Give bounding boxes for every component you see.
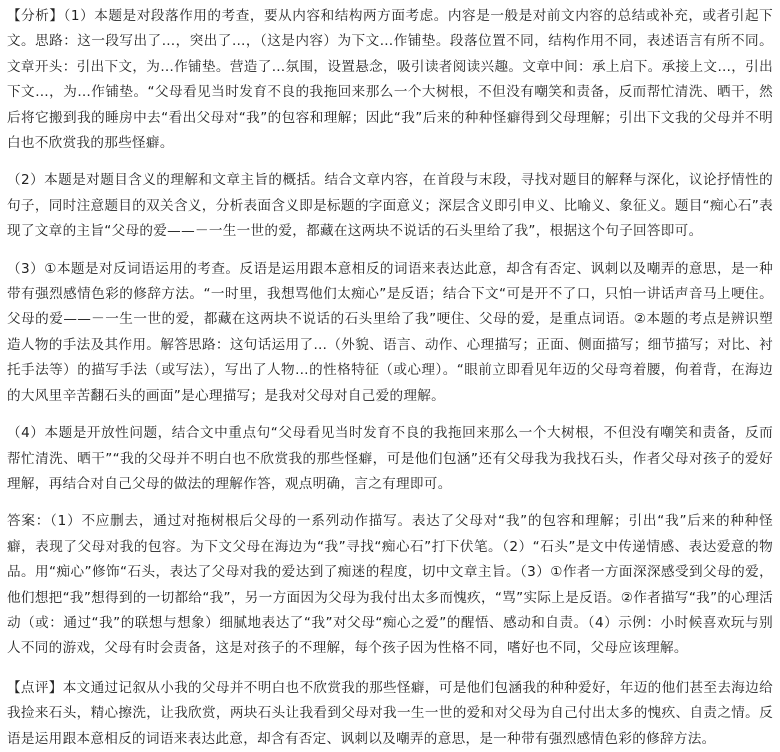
- answer-paragraph: 答案：（1）不应删去，通过对拖树根后父母的一系列动作描写。表达了父母对“我”的包容和理解；引出“我”后来的种种怪癖，表现了父母对我的包容。为下文父母在海边为“我”寻找“痴心石”打下伏笔。（2）“石头”是文中传递情感、表达爱意的物品。用“痴心”修饰“石头，表达了父母对我的爱达到了痴迷的程度，切中文章主旨。（3）①作者一方面深深感受到父母的爱，他们想把“我”想得到的一切都给“我”，另一方面因为父母为我付出太多而愧疚，“骂”实际上是反语。②作者描写“我”的心理活动（或：通过“我”的联想与想象）细腻地表达了“我”对父母“痴心之爱”的醒悟、感动和自责。（4）示例：小时候喜欢玩与别人不同的游戏，父母有时会责备，这是对孩子的不理解，每个孩子因为性格不同，嗜好也不同，父母应该理解。: [7, 513, 773, 657]
- analysis-part-2: （2）本题是对题目含义的理解和文章主旨的概括。结合文章内容，在首段与末段，寻找对题目的解释与深化，议论抒情性的句子，同时注意题目的双关含义，分析表面含义即是标题的字面意义；深层含义即引申义、比喻义、象征义。题目“痴心石”表现了文章的主旨“父母的爱——－一生一世的爱，都藏在这两块不说话的石头里给了我”，根据这个句子回答即可。: [7, 172, 773, 240]
- analysis-part-4: （4）本题是开放性问题，结合文中重点句“父母看见当时发育不良的我拖回来那么一个大树根，不但没有嘲笑和责备，反而帮忙清洗、晒干”“我的父母并不明白也不欣赏我的那些怪癖，可是他们包涵”还有父母我为我找石头，作者父母对孩子的爱好理解，再结合对自己父母的做法的理解作答，观点明确，言之有理即可。: [7, 425, 773, 492]
- analysis-paragraph: 【分析】（1）本题是对段落作用的考查，要从内容和结构两方面考虑。内容是一般是对前文内容的总结或补充，或者引起下文。思路：这一段写出了…，突出了…，（这是内容）为下文…作铺垫。段落位置不同，结构作用不同，表述语言有所不同。文章开头：引出下文，为…作铺垫。营造了…氛围，设置悬念，吸引读者阅读兴趣。文章中间：承上启下。承接上文…，引出下文…，为…作铺垫。“父母看见当时发育不良的我拖回来那么一个大树根，不但没有嘲笑和责备，反而帮忙清洗、晒干，然后将它搬到我的睡房中去“看出父母对“我”的包容和理解；因此“我”后来的种种怪癖得到父母理解；引出下文我的父母并不明白也不欣赏我的那些怪癖。: [7, 8, 773, 152]
- comment-paragraph: 【点评】本文通过记叙从小我的父母并不明白也不欣赏我的那些怪癖，可是他们包涵我的种种爱好，年迈的他们甚至去海边给我捡来石头，精心擦洗，让我欣赏，两块石头让我看到父母对我一生一世的爱和对父母为自己付出太多的愧疚、自责之情。反语是运用跟本意相反的词语来表达此意，却含有否定、讽刺以及嘲弄的意思，是一种带有强烈感情色彩的修辞方法。: [7, 679, 773, 747]
- analysis-part-3: （3）①本题是对反词语运用的考查。反语是运用跟本意相反的词语来表达此意，却含有否定、讽刺以及嘲弄的意思，是一种带有强烈感情色彩的修辞方法。“一时里，我想骂他们太痴心”是反语；结合下文“可是开不了口，只怕一讲话声音马上哽住。父母的爱——－一生一世的爱，都藏在这两块不说话的石头里给了我”哽住、父母的爱，是重点词语。②本题的考点是辨识塑造人物的手法及其作用。解答思路：这句话运用了…（外貌、语言、动作、心理描写；正面、侧面描写；细节描写；对比、衬托手法等）的描写手法（或写法），写出了人物…的性格特征（或心理）。“眼前立即看见年迈的父母弯着腰，佝着背，在海边的大风里辛苦翻石头的画面”是心理描写；是我对父母对自己爱的理解。: [7, 260, 773, 404]
